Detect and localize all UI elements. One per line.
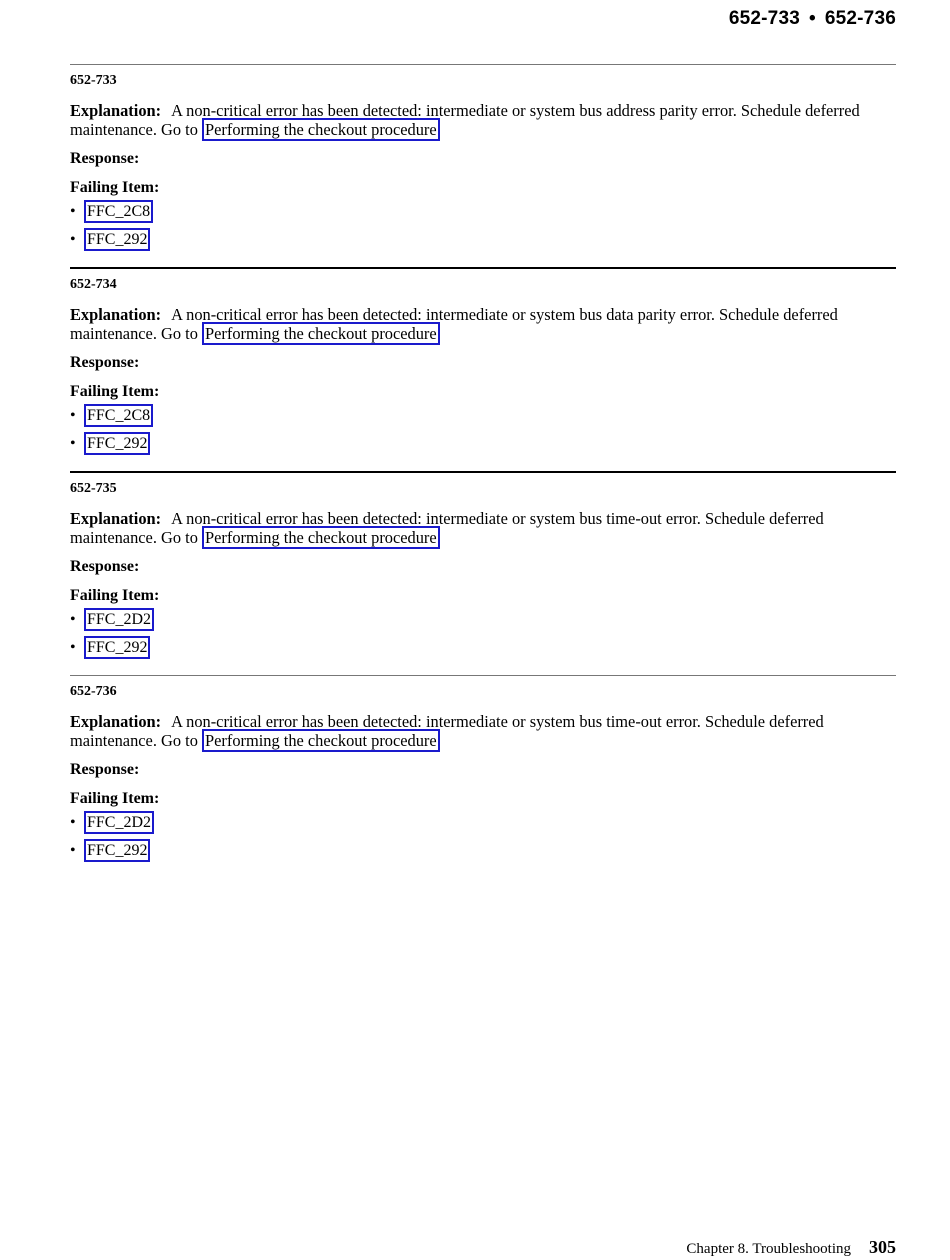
- explanation-label: Explanation:: [70, 509, 162, 528]
- checkout-procedure-link[interactable]: Performing the checkout procedure: [202, 118, 440, 141]
- error-code-id: 652-735: [70, 481, 117, 496]
- running-header: [729, 8, 896, 30]
- footer-chapter: Chapter 8. Troubleshooting: [686, 1241, 851, 1257]
- error-code-list: [70, 64, 896, 878]
- response-label: Response:: [70, 761, 140, 778]
- failing-item-list: [70, 608, 896, 659]
- error-entry-652-735: [70, 471, 896, 659]
- bullet-icon: •: [70, 814, 76, 831]
- failing-item-list: [70, 404, 896, 455]
- checkout-procedure-link[interactable]: Performing the checkout procedure: [202, 729, 440, 752]
- bullet-icon: •: [70, 842, 76, 859]
- explanation-label: Explanation:: [70, 712, 162, 731]
- error-entry-652-736: [70, 675, 896, 862]
- explanation-text: A non-critical error has been detected: intermediate or system bus time-out error. Schedule deferred maintenance. Go to: [70, 712, 824, 750]
- list-item: [70, 200, 896, 223]
- list-item: [70, 228, 896, 251]
- explanation-paragraph: [70, 509, 896, 547]
- ffc-link[interactable]: FFC_2D2: [84, 811, 154, 834]
- list-item: [70, 839, 896, 862]
- explanation-label: Explanation:: [70, 101, 162, 120]
- response-label: Response:: [70, 558, 140, 575]
- list-item: [70, 432, 896, 455]
- ffc-link[interactable]: FFC_292: [84, 228, 150, 251]
- explanation-paragraph: [70, 101, 896, 139]
- error-code-id: 652-736: [70, 684, 117, 699]
- error-entry-652-733: [70, 64, 896, 251]
- error-entry-652-734: [70, 267, 896, 455]
- error-code-id: 652-734: [70, 277, 117, 292]
- ffc-link[interactable]: FFC_2C8: [84, 404, 153, 427]
- bullet-icon: •: [70, 611, 76, 628]
- ffc-link[interactable]: FFC_292: [84, 839, 150, 862]
- list-item: [70, 636, 896, 659]
- bullet-icon: •: [70, 407, 76, 424]
- ffc-link[interactable]: FFC_2D2: [84, 608, 154, 631]
- bullet-icon: •: [70, 639, 76, 656]
- failing-item-label: Failing Item:: [70, 179, 160, 196]
- list-item: [70, 404, 896, 427]
- explanation-text: A non-critical error has been detected: intermediate or system bus time-out error. Schedule deferred maintenance. Go to: [70, 509, 824, 547]
- explanation-text: A non-critical error has been detected: intermediate or system bus address parity error. Schedule deferred maintenance. Go to: [70, 101, 860, 139]
- explanation-label: Explanation:: [70, 305, 162, 324]
- error-code-id: 652-733: [70, 73, 117, 88]
- bullet-icon: •: [70, 435, 76, 452]
- failing-item-label: Failing Item:: [70, 383, 160, 400]
- bullet-icon: •: [70, 203, 76, 220]
- header-range-start: 652-733: [728, 8, 800, 29]
- explanation-paragraph: [70, 305, 896, 343]
- failing-item-list: [70, 811, 896, 862]
- ffc-link[interactable]: FFC_292: [84, 636, 150, 659]
- explanation-text: A non-critical error has been detected: intermediate or system bus data parity error. Schedule deferred maintenance. Go to: [70, 305, 838, 343]
- failing-item-label: Failing Item:: [70, 790, 160, 807]
- ffc-link[interactable]: FFC_2C8: [84, 200, 153, 223]
- checkout-procedure-link[interactable]: Performing the checkout procedure: [202, 526, 440, 549]
- ffc-link[interactable]: FFC_292: [84, 432, 150, 455]
- page-footer: [686, 1237, 896, 1258]
- failing-item-list: [70, 200, 896, 251]
- header-range-end: 652-736: [824, 8, 896, 29]
- failing-item-label: Failing Item:: [70, 587, 160, 604]
- bullet-icon: •: [70, 231, 76, 248]
- list-item: [70, 811, 896, 834]
- response-label: Response:: [70, 354, 140, 371]
- header-separator: •: [809, 8, 816, 29]
- response-label: Response:: [70, 150, 140, 167]
- page-number: 305: [869, 1237, 896, 1257]
- list-item: [70, 608, 896, 631]
- explanation-paragraph: [70, 712, 896, 750]
- checkout-procedure-link[interactable]: Performing the checkout procedure: [202, 322, 440, 345]
